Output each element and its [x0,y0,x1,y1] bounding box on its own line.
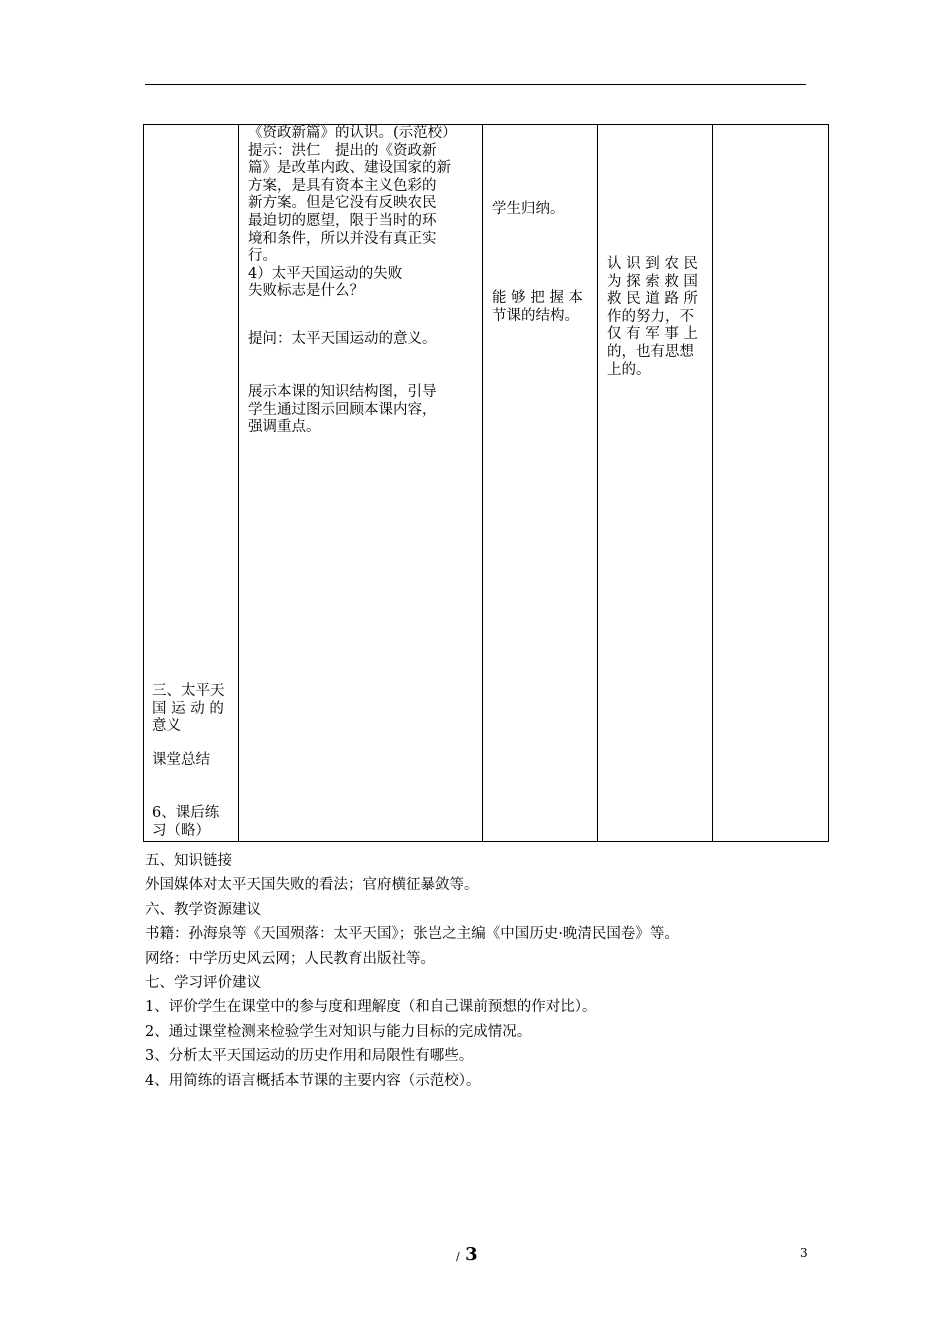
teacher-question: 提问：太平天国运动的意义。 [248,331,437,347]
student-activity-cell [483,125,598,842]
section-heading-links: 五、知识链接 [145,853,232,869]
teacher-activity-cell [239,125,483,842]
homework-heading: 6、课后练 习（略） [152,805,220,839]
section-heading: 三、太平天 国 运 动 的 意义 [152,683,225,735]
header-rule [145,84,806,85]
page-number: 3 [800,1246,808,1260]
body-line: 网络：中学历史风云网；人民教育出版社等。 [145,950,435,967]
page-slash: / [456,1250,460,1263]
body-line: 1、评价学生在课堂中的参与度和理解度（和自己课前预想的作对比）。 [145,999,597,1016]
design-intent-cell [598,125,713,842]
lesson-table [143,124,829,842]
section-heading-resources: 六、教学资源建议 [145,901,261,918]
student-activity-text: 能 够 把 握 本 节课的结构。 [492,290,583,324]
body-line: 3、分析太平天国运动的历史作用和局限性有哪些。 [145,1048,474,1065]
page-total: 3 [465,1244,478,1265]
body-text [145,849,835,1093]
section-heading-evaluation: 七、学习评价建议 [145,974,261,991]
design-intent-text: 认 识 到 农 民 为 探 索 救 国 救 民 道 路 所 作的努力，不 仅 有 军 事 上 的，也有思想 上的。 [607,256,698,378]
body-line: 外国媒体对太平天国失败的看法；官府横征暴敛等。 [145,877,479,894]
teacher-summary: 展示本课的知识结构图，引导 学生通过图示回顾本课内容， 强调重点。 [248,384,437,436]
summary-heading: 课堂总结 [152,752,210,768]
table-row [144,125,829,842]
body-line: 2、通过课堂检测来检验学生对知识与能力目标的完成情况。 [145,1023,532,1040]
section-cell [144,125,239,842]
student-activity-text: 学生归纳。 [492,201,565,217]
empty-cell [713,125,829,842]
teacher-activity-text: 《资政新篇》的认识。(示范校） 提示：洪仁 提出的《资政新 篇》是改革内政、建设国家的新 方案，是具有资本主义色彩的 新方案。但是它没有反映农民 最迫切的愿望，限于当时的环 境和条件，所以并没有真正实 行。 4）太平天国运动的失败 失败标志是什么？ [248,125,457,300]
body-line: 4、用简练的语言概括本节课的主要内容（示范校）。 [145,1072,481,1089]
page-counter [456,1244,478,1265]
body-line: 书籍：孙海泉等《天国殒落：太平天国》；张岂之主编《中国历史·晚清民国卷》等。 [145,926,679,943]
